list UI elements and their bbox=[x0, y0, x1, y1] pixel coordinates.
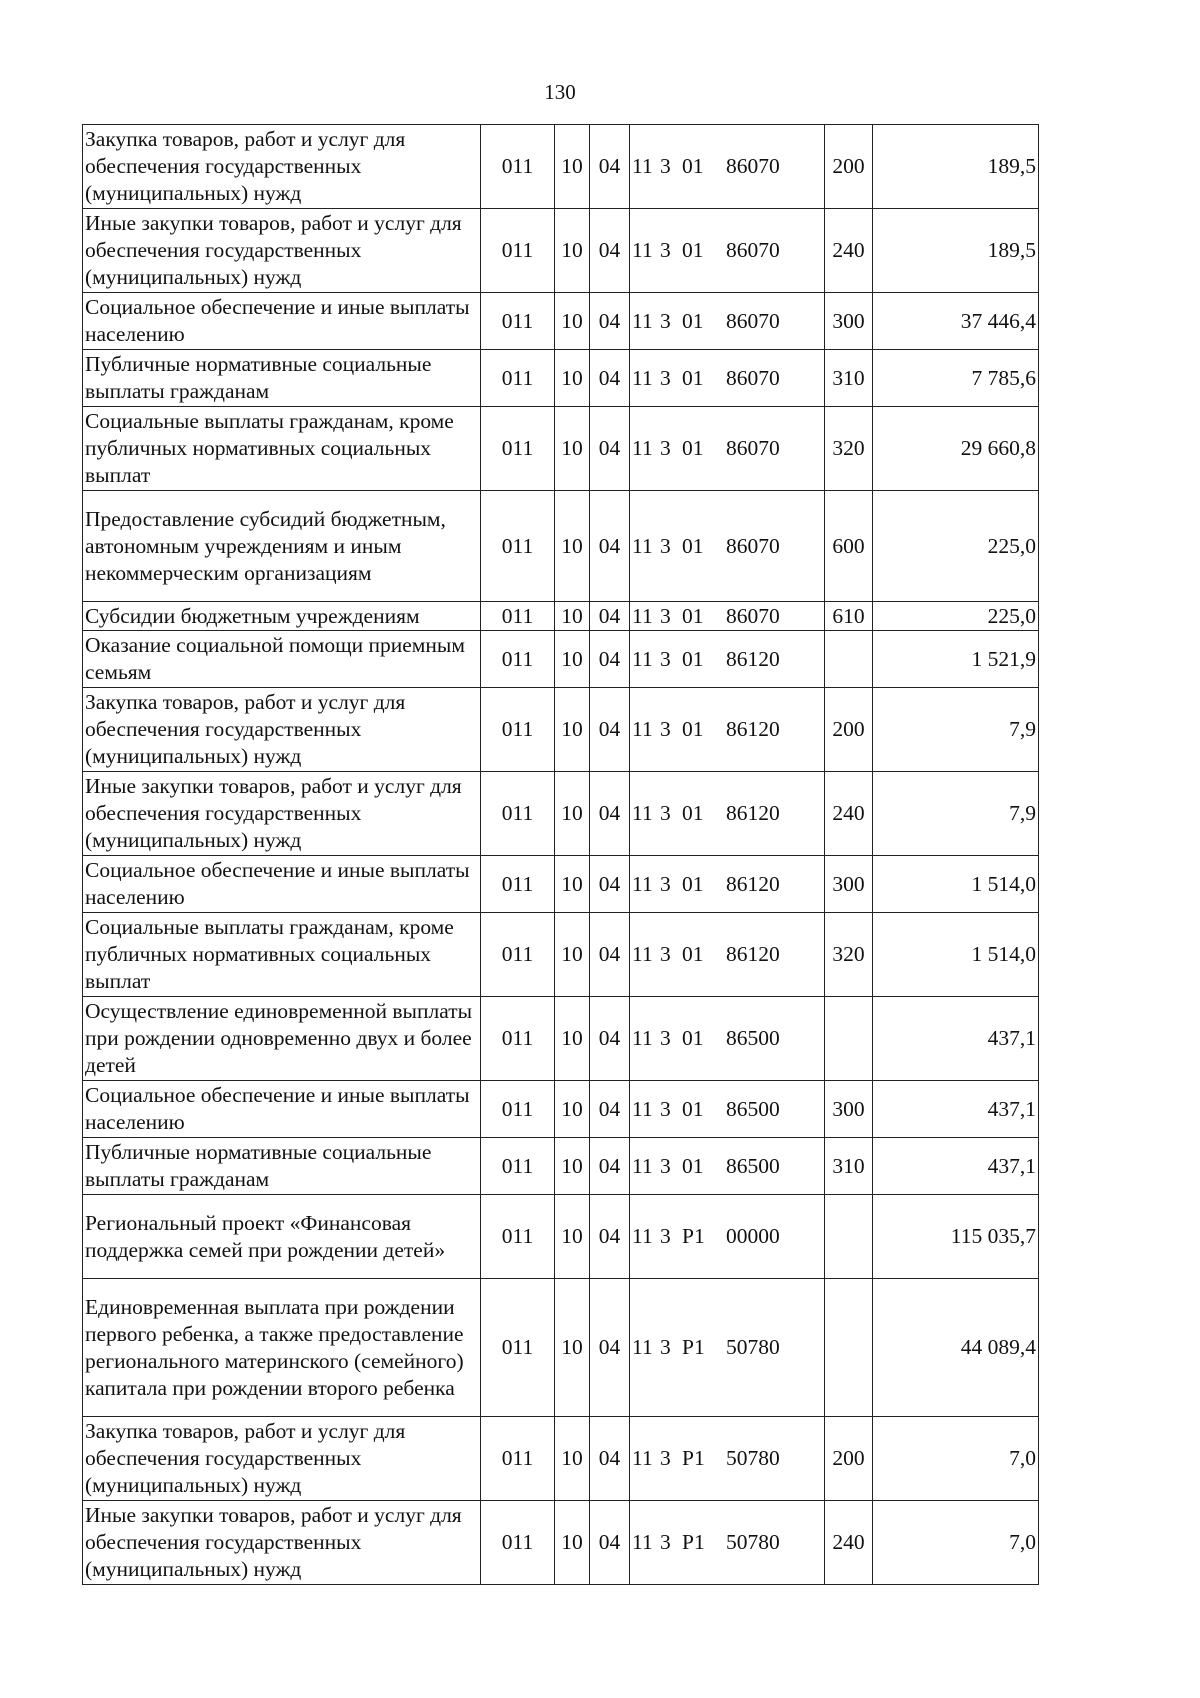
table-row bbox=[83, 293, 1039, 350]
table-body bbox=[83, 125, 1039, 1585]
row-description: Закупка товаров, работ и услуг для обеспечения государственных (муниципальных) нужд bbox=[83, 1417, 481, 1501]
table-row bbox=[83, 491, 1039, 602]
section-code: 10 bbox=[555, 350, 590, 407]
section-code: 10 bbox=[555, 491, 590, 602]
target-article-part: 86070 bbox=[726, 308, 780, 333]
row-description: Социальное обеспечение и иные выплаты населению bbox=[83, 293, 481, 350]
target-article-part: 11 bbox=[632, 1530, 653, 1554]
target-article-part: 50780 bbox=[726, 1335, 780, 1359]
target-article-part: 86120 bbox=[726, 871, 780, 896]
target-article-part: 3 bbox=[660, 717, 671, 741]
amount: 189,5 bbox=[873, 209, 1039, 293]
expense-type-code: 310 bbox=[825, 350, 873, 407]
target-article-part: 11 bbox=[632, 1026, 653, 1050]
target-article-code bbox=[630, 913, 825, 997]
target-article-part: 3 bbox=[660, 603, 671, 628]
row-description: Публичные нормативные социальные выплаты гражданам bbox=[83, 350, 481, 407]
expense-type-code bbox=[825, 1279, 873, 1417]
target-article-part: 01 bbox=[682, 1153, 704, 1178]
target-article-code bbox=[630, 602, 825, 631]
section-code: 10 bbox=[555, 209, 590, 293]
target-article-part: 3 bbox=[660, 1530, 671, 1554]
amount: 7,9 bbox=[873, 772, 1039, 856]
target-article-part: P1 bbox=[682, 1335, 705, 1359]
table-row bbox=[83, 997, 1039, 1081]
ministry-code: 011 bbox=[481, 1417, 555, 1501]
target-article-code bbox=[630, 856, 825, 913]
table-row bbox=[83, 1417, 1039, 1501]
target-article-part: 86070 bbox=[726, 365, 780, 390]
target-article-part: 11 bbox=[632, 603, 653, 628]
amount: 29 660,8 bbox=[873, 407, 1039, 491]
target-article-part: 11 bbox=[632, 1153, 653, 1178]
expense-type-code: 200 bbox=[825, 125, 873, 209]
target-article-part: 11 bbox=[632, 871, 653, 896]
target-article-code bbox=[630, 491, 825, 602]
expense-type-code: 240 bbox=[825, 1501, 873, 1585]
target-article-part: 01 bbox=[682, 603, 704, 628]
target-article-part: 3 bbox=[660, 646, 671, 671]
target-article-part: 86120 bbox=[726, 801, 780, 825]
amount: 437,1 bbox=[873, 1138, 1039, 1195]
expense-type-code: 300 bbox=[825, 293, 873, 350]
section-code: 10 bbox=[555, 772, 590, 856]
expense-type-code bbox=[825, 1195, 873, 1279]
section-code: 10 bbox=[555, 688, 590, 772]
expense-type-code bbox=[825, 997, 873, 1081]
amount: 7,0 bbox=[873, 1501, 1039, 1585]
target-article-part: 3 bbox=[660, 1224, 671, 1248]
table-row bbox=[83, 1279, 1039, 1417]
table-row bbox=[83, 602, 1039, 631]
expense-type-code: 610 bbox=[825, 602, 873, 631]
target-article-part: 11 bbox=[632, 533, 653, 558]
target-article-part: 01 bbox=[682, 646, 704, 671]
table-row bbox=[83, 772, 1039, 856]
row-description: Социальное обеспечение и иные выплаты населению bbox=[83, 1081, 481, 1138]
ministry-code: 011 bbox=[481, 125, 555, 209]
target-article-part: 01 bbox=[682, 801, 704, 825]
target-article-part: 3 bbox=[660, 1335, 671, 1359]
section-code: 10 bbox=[555, 125, 590, 209]
target-article-code bbox=[630, 1501, 825, 1585]
row-description: Закупка товаров, работ и услуг для обеспечения государственных (муниципальных) нужд bbox=[83, 125, 481, 209]
target-article-part: 3 bbox=[660, 533, 671, 558]
row-description: Закупка товаров, работ и услуг для обеспечения государственных (муниципальных) нужд bbox=[83, 688, 481, 772]
ministry-code: 011 bbox=[481, 1195, 555, 1279]
subsection-code: 04 bbox=[590, 772, 630, 856]
expense-type-code: 600 bbox=[825, 491, 873, 602]
table-row bbox=[83, 688, 1039, 772]
expense-type-code: 240 bbox=[825, 772, 873, 856]
target-article-part: 3 bbox=[660, 1153, 671, 1178]
subsection-code: 04 bbox=[590, 125, 630, 209]
target-article-part: 01 bbox=[682, 1096, 704, 1121]
target-article-part: 3 bbox=[660, 308, 671, 333]
target-article-part: 86070 bbox=[726, 603, 780, 628]
target-article-code bbox=[630, 1081, 825, 1138]
target-article-code bbox=[630, 209, 825, 293]
ministry-code: 011 bbox=[481, 856, 555, 913]
target-article-part: 11 bbox=[632, 436, 653, 460]
target-article-part: 11 bbox=[632, 238, 653, 262]
target-article-code bbox=[630, 631, 825, 688]
amount: 225,0 bbox=[873, 602, 1039, 631]
target-article-part: 50780 bbox=[726, 1530, 780, 1554]
target-article-part: 01 bbox=[682, 533, 704, 558]
target-article-part: P1 bbox=[682, 1446, 705, 1470]
target-article-part: 01 bbox=[682, 871, 704, 896]
target-article-part: 3 bbox=[660, 1096, 671, 1121]
ministry-code: 011 bbox=[481, 293, 555, 350]
amount: 437,1 bbox=[873, 1081, 1039, 1138]
target-article-part: 3 bbox=[660, 154, 671, 178]
target-article-part: 11 bbox=[632, 308, 653, 333]
ministry-code: 011 bbox=[481, 631, 555, 688]
target-article-part: 3 bbox=[660, 1446, 671, 1470]
subsection-code: 04 bbox=[590, 350, 630, 407]
expense-type-code: 320 bbox=[825, 913, 873, 997]
amount: 115 035,7 bbox=[873, 1195, 1039, 1279]
target-article-code bbox=[630, 1138, 825, 1195]
table-row bbox=[83, 1195, 1039, 1279]
ministry-code: 011 bbox=[481, 913, 555, 997]
subsection-code: 04 bbox=[590, 1195, 630, 1279]
section-code: 10 bbox=[555, 856, 590, 913]
amount: 1 521,9 bbox=[873, 631, 1039, 688]
target-article-part: 01 bbox=[682, 1026, 704, 1050]
ministry-code: 011 bbox=[481, 209, 555, 293]
ministry-code: 011 bbox=[481, 997, 555, 1081]
subsection-code: 04 bbox=[590, 1279, 630, 1417]
target-article-code bbox=[630, 407, 825, 491]
section-code: 10 bbox=[555, 997, 590, 1081]
subsection-code: 04 bbox=[590, 1138, 630, 1195]
section-code: 10 bbox=[555, 407, 590, 491]
target-article-part: 86070 bbox=[726, 533, 780, 558]
section-code: 10 bbox=[555, 1138, 590, 1195]
target-article-part: 01 bbox=[682, 436, 704, 460]
subsection-code: 04 bbox=[590, 602, 630, 631]
target-article-part: 86120 bbox=[726, 717, 780, 741]
ministry-code: 011 bbox=[481, 1081, 555, 1138]
budget-table bbox=[82, 124, 1039, 1585]
target-article-code bbox=[630, 293, 825, 350]
target-article-part: 3 bbox=[660, 436, 671, 460]
target-article-part: 01 bbox=[682, 717, 704, 741]
target-article-code bbox=[630, 772, 825, 856]
target-article-part: 11 bbox=[632, 1096, 653, 1121]
target-article-part: 11 bbox=[632, 717, 653, 741]
amount: 7 785,6 bbox=[873, 350, 1039, 407]
row-description: Региональный проект «Финансовая поддержка семей при рождении детей» bbox=[83, 1195, 481, 1279]
subsection-code: 04 bbox=[590, 1501, 630, 1585]
target-article-part: 3 bbox=[660, 1026, 671, 1050]
ministry-code: 011 bbox=[481, 688, 555, 772]
target-article-part: 11 bbox=[632, 365, 653, 390]
amount: 37 446,4 bbox=[873, 293, 1039, 350]
target-article-part: P1 bbox=[682, 1530, 705, 1554]
target-article-part: 86500 bbox=[726, 1096, 780, 1121]
target-article-part: 01 bbox=[682, 942, 704, 966]
amount: 7,0 bbox=[873, 1417, 1039, 1501]
row-description: Социальное обеспечение и иные выплаты населению bbox=[83, 856, 481, 913]
target-article-part: 86070 bbox=[726, 436, 780, 460]
expense-type-code: 300 bbox=[825, 1081, 873, 1138]
ministry-code: 011 bbox=[481, 491, 555, 602]
target-article-part: P1 bbox=[682, 1224, 705, 1248]
section-code: 10 bbox=[555, 913, 590, 997]
page-number: 130 bbox=[544, 80, 576, 104]
target-article-part: 01 bbox=[682, 365, 704, 390]
ministry-code: 011 bbox=[481, 772, 555, 856]
ministry-code: 011 bbox=[481, 407, 555, 491]
row-description: Оказание социальной помощи приемным семьям bbox=[83, 631, 481, 688]
subsection-code: 04 bbox=[590, 1417, 630, 1501]
subsection-code: 04 bbox=[590, 491, 630, 602]
amount: 1 514,0 bbox=[873, 913, 1039, 997]
target-article-part: 86500 bbox=[726, 1153, 780, 1178]
ministry-code: 011 bbox=[481, 602, 555, 631]
amount: 44 089,4 bbox=[873, 1279, 1039, 1417]
expense-type-code: 200 bbox=[825, 1417, 873, 1501]
row-description: Иные закупки товаров, работ и услуг для обеспечения государственных (муниципальных) нужд bbox=[83, 209, 481, 293]
subsection-code: 04 bbox=[590, 913, 630, 997]
target-article-code bbox=[630, 997, 825, 1081]
row-description: Предоставление субсидий бюджетным, автономным учреждениям и иным некоммерческим организациям bbox=[83, 491, 481, 602]
ministry-code: 011 bbox=[481, 350, 555, 407]
amount: 1 514,0 bbox=[873, 856, 1039, 913]
target-article-part: 11 bbox=[632, 646, 653, 671]
expense-type-code: 310 bbox=[825, 1138, 873, 1195]
amount: 7,9 bbox=[873, 688, 1039, 772]
section-code: 10 bbox=[555, 1501, 590, 1585]
target-article-code bbox=[630, 125, 825, 209]
table-row bbox=[83, 125, 1039, 209]
target-article-part: 50780 bbox=[726, 1446, 780, 1470]
target-article-code bbox=[630, 1417, 825, 1501]
table-row bbox=[83, 856, 1039, 913]
target-article-code bbox=[630, 688, 825, 772]
target-article-part: 86120 bbox=[726, 646, 780, 671]
section-code: 10 bbox=[555, 293, 590, 350]
target-article-part: 01 bbox=[682, 154, 704, 178]
subsection-code: 04 bbox=[590, 688, 630, 772]
expense-type-code: 240 bbox=[825, 209, 873, 293]
row-description: Публичные нормативные социальные выплаты гражданам bbox=[83, 1138, 481, 1195]
target-article-code bbox=[630, 350, 825, 407]
subsection-code: 04 bbox=[590, 997, 630, 1081]
target-article-part: 11 bbox=[632, 1335, 653, 1359]
section-code: 10 bbox=[555, 602, 590, 631]
subsection-code: 04 bbox=[590, 293, 630, 350]
target-article-part: 11 bbox=[632, 801, 653, 825]
target-article-part: 00000 bbox=[726, 1224, 780, 1248]
ministry-code: 011 bbox=[481, 1279, 555, 1417]
section-code: 10 bbox=[555, 1195, 590, 1279]
row-description: Иные закупки товаров, работ и услуг для обеспечения государственных (муниципальных) нужд bbox=[83, 772, 481, 856]
target-article-part: 11 bbox=[632, 1446, 653, 1470]
target-article-part: 3 bbox=[660, 871, 671, 896]
target-article-part: 11 bbox=[632, 1224, 653, 1248]
target-article-part: 3 bbox=[660, 801, 671, 825]
target-article-part: 11 bbox=[632, 154, 653, 178]
table-row bbox=[83, 1501, 1039, 1585]
amount: 437,1 bbox=[873, 997, 1039, 1081]
target-article-part: 11 bbox=[632, 942, 653, 966]
target-article-part: 3 bbox=[660, 365, 671, 390]
table-row bbox=[83, 209, 1039, 293]
row-description: Единовременная выплата при рождении первого ребенка, а также предоставление регионального материнского (семейного) капитала при рождении второго ребенка bbox=[83, 1279, 481, 1417]
target-article-part: 3 bbox=[660, 238, 671, 262]
target-article-part: 3 bbox=[660, 942, 671, 966]
table-row bbox=[83, 407, 1039, 491]
target-article-part: 01 bbox=[682, 308, 704, 333]
section-code: 10 bbox=[555, 1279, 590, 1417]
row-description: Субсидии бюджетным учреждениям bbox=[83, 602, 481, 631]
subsection-code: 04 bbox=[590, 209, 630, 293]
table-row bbox=[83, 1081, 1039, 1138]
target-article-part: 86070 bbox=[726, 154, 780, 178]
expense-type-code: 300 bbox=[825, 856, 873, 913]
table-row bbox=[83, 631, 1039, 688]
target-article-part: 86500 bbox=[726, 1026, 780, 1050]
ministry-code: 011 bbox=[481, 1138, 555, 1195]
expense-type-code: 320 bbox=[825, 407, 873, 491]
target-article-part: 86070 bbox=[726, 238, 780, 262]
table-row bbox=[83, 1138, 1039, 1195]
expense-type-code: 200 bbox=[825, 688, 873, 772]
subsection-code: 04 bbox=[590, 856, 630, 913]
table-row bbox=[83, 350, 1039, 407]
section-code: 10 bbox=[555, 1417, 590, 1501]
target-article-part: 01 bbox=[682, 238, 704, 262]
row-description: Социальные выплаты гражданам, кроме публичных нормативных социальных выплат bbox=[83, 913, 481, 997]
target-article-code bbox=[630, 1279, 825, 1417]
row-description: Социальные выплаты гражданам, кроме публичных нормативных социальных выплат bbox=[83, 407, 481, 491]
target-article-part: 86120 bbox=[726, 942, 780, 966]
ministry-code: 011 bbox=[481, 1501, 555, 1585]
table-row bbox=[83, 913, 1039, 997]
target-article-code bbox=[630, 1195, 825, 1279]
row-description: Осуществление единовременной выплаты при рождении одновременно двух и более детей bbox=[83, 997, 481, 1081]
subsection-code: 04 bbox=[590, 407, 630, 491]
row-description: Иные закупки товаров, работ и услуг для обеспечения государственных (муниципальных) нужд bbox=[83, 1501, 481, 1585]
amount: 225,0 bbox=[873, 491, 1039, 602]
section-code: 10 bbox=[555, 631, 590, 688]
section-code: 10 bbox=[555, 1081, 590, 1138]
expense-type-code bbox=[825, 631, 873, 688]
subsection-code: 04 bbox=[590, 1081, 630, 1138]
amount: 189,5 bbox=[873, 125, 1039, 209]
subsection-code: 04 bbox=[590, 631, 630, 688]
